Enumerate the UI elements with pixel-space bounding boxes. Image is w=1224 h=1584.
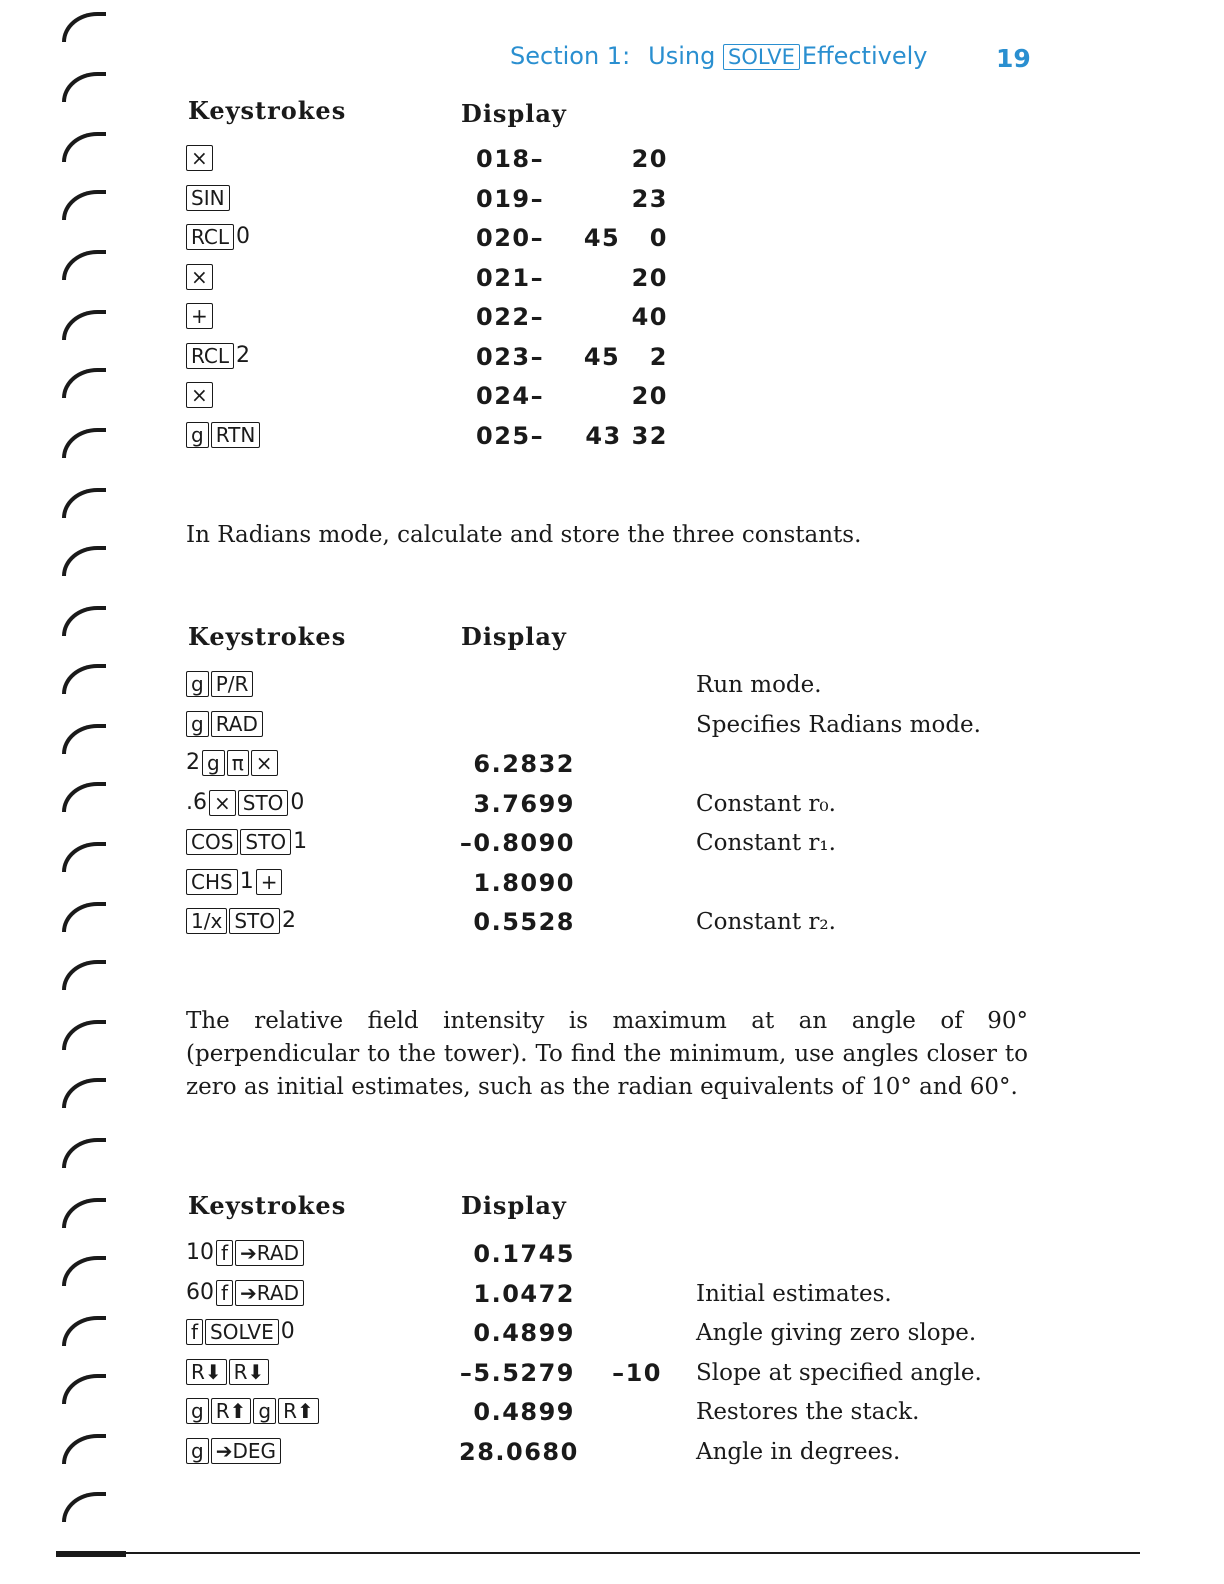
bottom-rule bbox=[56, 1552, 1140, 1554]
page-number: 19 bbox=[996, 44, 1031, 73]
calculator-key: R⬇ bbox=[229, 1359, 270, 1385]
exponent-value bbox=[590, 1397, 662, 1427]
program-line-number: 018– bbox=[476, 145, 545, 173]
keycode: 20 bbox=[631, 145, 668, 173]
calculator-key: f bbox=[216, 1280, 233, 1306]
display-cell bbox=[476, 144, 668, 174]
binding-hook bbox=[62, 1316, 106, 1346]
binding-hook bbox=[62, 1256, 106, 1286]
keystroke-cell bbox=[186, 670, 255, 700]
bottom-rule-accent bbox=[56, 1551, 126, 1557]
binding-hook bbox=[62, 428, 106, 458]
display-value: 3.7699 bbox=[473, 789, 575, 818]
calculator-key: g bbox=[186, 711, 209, 737]
binding-hook bbox=[62, 842, 106, 872]
calculator-key: g bbox=[253, 1398, 276, 1424]
display-value: 0.4899 bbox=[473, 1398, 575, 1426]
binding-hook bbox=[62, 724, 106, 754]
keystroke-digit: 2 bbox=[281, 908, 296, 933]
binding-hook bbox=[62, 782, 106, 812]
keystroke-cell bbox=[186, 1318, 297, 1348]
display-value: 28.0680 bbox=[459, 1437, 579, 1466]
binding-hook bbox=[62, 1020, 106, 1050]
calculator-key: g bbox=[186, 1398, 209, 1424]
display-value: 0.4899 bbox=[473, 1319, 575, 1347]
calculator-key: × bbox=[186, 145, 213, 171]
keystroke-cell bbox=[186, 223, 252, 253]
instruction-paragraph: In Radians mode, calculate and store the three constants. bbox=[186, 522, 862, 548]
keystroke-digit: 0 bbox=[290, 789, 305, 815]
exponent-value: –10 bbox=[612, 1358, 662, 1387]
keystroke-cell bbox=[186, 789, 306, 819]
keystroke-cell bbox=[186, 342, 252, 372]
comment-cell: Slope at specified angle. bbox=[696, 1359, 982, 1386]
section-label: Section 1: bbox=[510, 42, 631, 70]
calculator-key: RCL bbox=[186, 224, 234, 250]
comment-cell: Restores the stack. bbox=[696, 1399, 920, 1425]
header-effectively: Effectively bbox=[801, 42, 928, 70]
calculator-key: × bbox=[251, 750, 278, 776]
comment-cell: Constant r₀. bbox=[696, 790, 836, 817]
binding-hook bbox=[62, 1434, 106, 1464]
calculator-key: CHS bbox=[186, 869, 238, 895]
keystroke-digit: 0 bbox=[236, 224, 251, 249]
keystroke-cell bbox=[186, 302, 215, 332]
binding-hook bbox=[62, 546, 106, 576]
calculator-key: SOLVE bbox=[205, 1319, 279, 1345]
keycode: 23 bbox=[631, 184, 668, 213]
binding-hook bbox=[62, 132, 106, 162]
program-line-number: 022– bbox=[476, 303, 545, 331]
keystroke-digit: 2 bbox=[186, 750, 200, 775]
keystroke-cell bbox=[186, 421, 262, 451]
binding-hook bbox=[62, 960, 106, 990]
calculator-key: P/R bbox=[211, 671, 254, 697]
keycode: 43 32 bbox=[585, 421, 668, 450]
display-cell bbox=[476, 302, 668, 332]
calculator-key: g bbox=[202, 750, 225, 776]
binding-hook bbox=[62, 1138, 106, 1168]
display-cell bbox=[476, 381, 668, 411]
keycode: 40 bbox=[631, 303, 668, 331]
keystroke-cell bbox=[186, 749, 280, 779]
calculator-key: RTN bbox=[211, 422, 261, 448]
calculator-key: RCL bbox=[186, 343, 234, 369]
running-header bbox=[510, 42, 1040, 82]
calculator-key: ➔DEG bbox=[211, 1438, 281, 1464]
keycode: 20 bbox=[631, 263, 668, 292]
comment-cell: Initial estimates. bbox=[696, 1280, 892, 1307]
binding-hook bbox=[62, 1492, 106, 1522]
calculator-key: × bbox=[186, 382, 213, 408]
display-heading: Display bbox=[461, 622, 567, 651]
header-using: Using bbox=[648, 42, 716, 70]
calculator-key: f bbox=[216, 1240, 233, 1266]
binding-hook bbox=[62, 190, 106, 220]
keycode: 45 0 bbox=[583, 224, 668, 252]
binding-hook bbox=[62, 902, 106, 932]
keystroke-digit: 0 bbox=[280, 1319, 295, 1344]
binding-hook bbox=[62, 606, 106, 636]
binding-hook bbox=[62, 1078, 106, 1108]
calculator-key: × bbox=[209, 790, 236, 816]
keystrokes-heading: Keystrokes bbox=[188, 1191, 347, 1220]
calculator-key: g bbox=[186, 1438, 209, 1464]
explanation-paragraph: The relative field intensity is maximum at an angle of 90° (perpendicular to the tower). To find the minimum, use angles closer to zero as initial estimates, such as the radian equivalents of 10° and 60°. bbox=[186, 1008, 1028, 1100]
binding-hook bbox=[62, 1198, 106, 1228]
display-value: 1.8090 bbox=[473, 868, 575, 897]
comment-cell: Constant r₁. bbox=[696, 830, 836, 856]
calculator-key: SIN bbox=[186, 185, 230, 211]
calculator-key: STO bbox=[238, 790, 289, 816]
keystroke-cell bbox=[186, 1358, 271, 1388]
calculator-key: + bbox=[256, 869, 283, 895]
display-value: –5.5279 bbox=[459, 1358, 575, 1387]
display-cell bbox=[476, 342, 668, 372]
display-cell bbox=[476, 263, 668, 293]
calculator-key: COS bbox=[186, 829, 238, 855]
keystroke-cell bbox=[186, 1239, 306, 1269]
calculator-key: ➔RAD bbox=[235, 1280, 304, 1306]
display-cell bbox=[476, 421, 668, 451]
keystroke-digit: 1 bbox=[239, 868, 254, 894]
keycode: 45 2 bbox=[583, 342, 668, 371]
display-heading: Display bbox=[461, 99, 567, 128]
keystroke-digit: 1 bbox=[293, 829, 308, 854]
exponent-value bbox=[590, 1437, 662, 1467]
program-line-number: 019– bbox=[476, 184, 545, 213]
header-solve-key: SOLVE bbox=[723, 44, 800, 70]
comment-cell: Run mode. bbox=[696, 672, 822, 698]
keystrokes-heading: Keystrokes bbox=[188, 622, 347, 651]
keystroke-cell bbox=[186, 868, 284, 898]
comment-cell: Angle giving zero slope. bbox=[696, 1320, 977, 1346]
binding-hook bbox=[62, 664, 106, 694]
display-value: 0.5528 bbox=[473, 908, 575, 936]
calculator-key: STO bbox=[229, 908, 280, 934]
calculator-key: 1/x bbox=[186, 908, 227, 934]
program-line-number: 025– bbox=[476, 421, 545, 450]
keystroke-cell bbox=[186, 1437, 283, 1467]
keystroke-digit: 60 bbox=[186, 1279, 214, 1305]
binding-hook bbox=[62, 488, 106, 518]
binding-hook bbox=[62, 72, 106, 102]
display-value: 1.0472 bbox=[473, 1279, 575, 1308]
keystroke-cell bbox=[186, 1397, 321, 1427]
keystroke-cell bbox=[186, 1279, 306, 1309]
keystroke-cell bbox=[186, 263, 215, 293]
binding-hook bbox=[62, 1374, 106, 1404]
keystrokes-heading: Keystrokes bbox=[188, 96, 347, 125]
keystroke-digit: 2 bbox=[236, 342, 251, 368]
program-line-number: 020– bbox=[476, 224, 545, 252]
display-value: 0.1745 bbox=[473, 1240, 575, 1268]
program-line-number: 024– bbox=[476, 382, 545, 410]
exponent-value bbox=[590, 1279, 662, 1309]
binding-hook bbox=[62, 310, 106, 340]
calculator-key: × bbox=[186, 264, 213, 290]
calculator-key: ➔RAD bbox=[235, 1240, 304, 1266]
keystroke-cell bbox=[186, 144, 215, 174]
program-line-number: 023– bbox=[476, 342, 545, 371]
calculator-key: g bbox=[186, 422, 209, 448]
display-value: –0.8090 bbox=[459, 829, 575, 857]
binding-hook bbox=[62, 368, 106, 398]
display-value bbox=[459, 710, 575, 740]
exponent-value bbox=[590, 1239, 662, 1269]
exponent-value bbox=[590, 1318, 662, 1348]
display-heading: Display bbox=[461, 1191, 567, 1220]
display-cell bbox=[476, 223, 668, 253]
keystroke-digit: 10 bbox=[186, 1240, 214, 1265]
calculator-key: + bbox=[186, 303, 213, 329]
calculator-key: R⬆ bbox=[211, 1398, 252, 1424]
display-cell bbox=[476, 184, 668, 214]
keystroke-cell bbox=[186, 828, 309, 858]
comment-cell: Specifies Radians mode. bbox=[696, 711, 981, 738]
keystroke-cell bbox=[186, 907, 298, 937]
calculator-key: R⬆ bbox=[278, 1398, 319, 1424]
calculator-key: g bbox=[186, 671, 209, 697]
binding-hook bbox=[62, 12, 106, 42]
comment-cell: Constant r₂. bbox=[696, 909, 836, 935]
calculator-key: R⬇ bbox=[186, 1359, 227, 1385]
keystroke-digit: .6 bbox=[186, 789, 207, 815]
calculator-key: RAD bbox=[211, 711, 263, 737]
calculator-key: π bbox=[227, 750, 249, 776]
display-value: 6.2832 bbox=[473, 750, 575, 778]
keystroke-cell bbox=[186, 381, 215, 411]
keycode: 20 bbox=[631, 382, 668, 410]
display-value bbox=[459, 670, 575, 700]
program-line-number: 021– bbox=[476, 263, 545, 292]
keystroke-cell bbox=[186, 710, 265, 740]
comment-cell: Angle in degrees. bbox=[696, 1438, 901, 1465]
binding-hook bbox=[62, 250, 106, 280]
calculator-key: f bbox=[186, 1319, 203, 1345]
calculator-key: STO bbox=[240, 829, 291, 855]
keystroke-cell bbox=[186, 184, 232, 214]
